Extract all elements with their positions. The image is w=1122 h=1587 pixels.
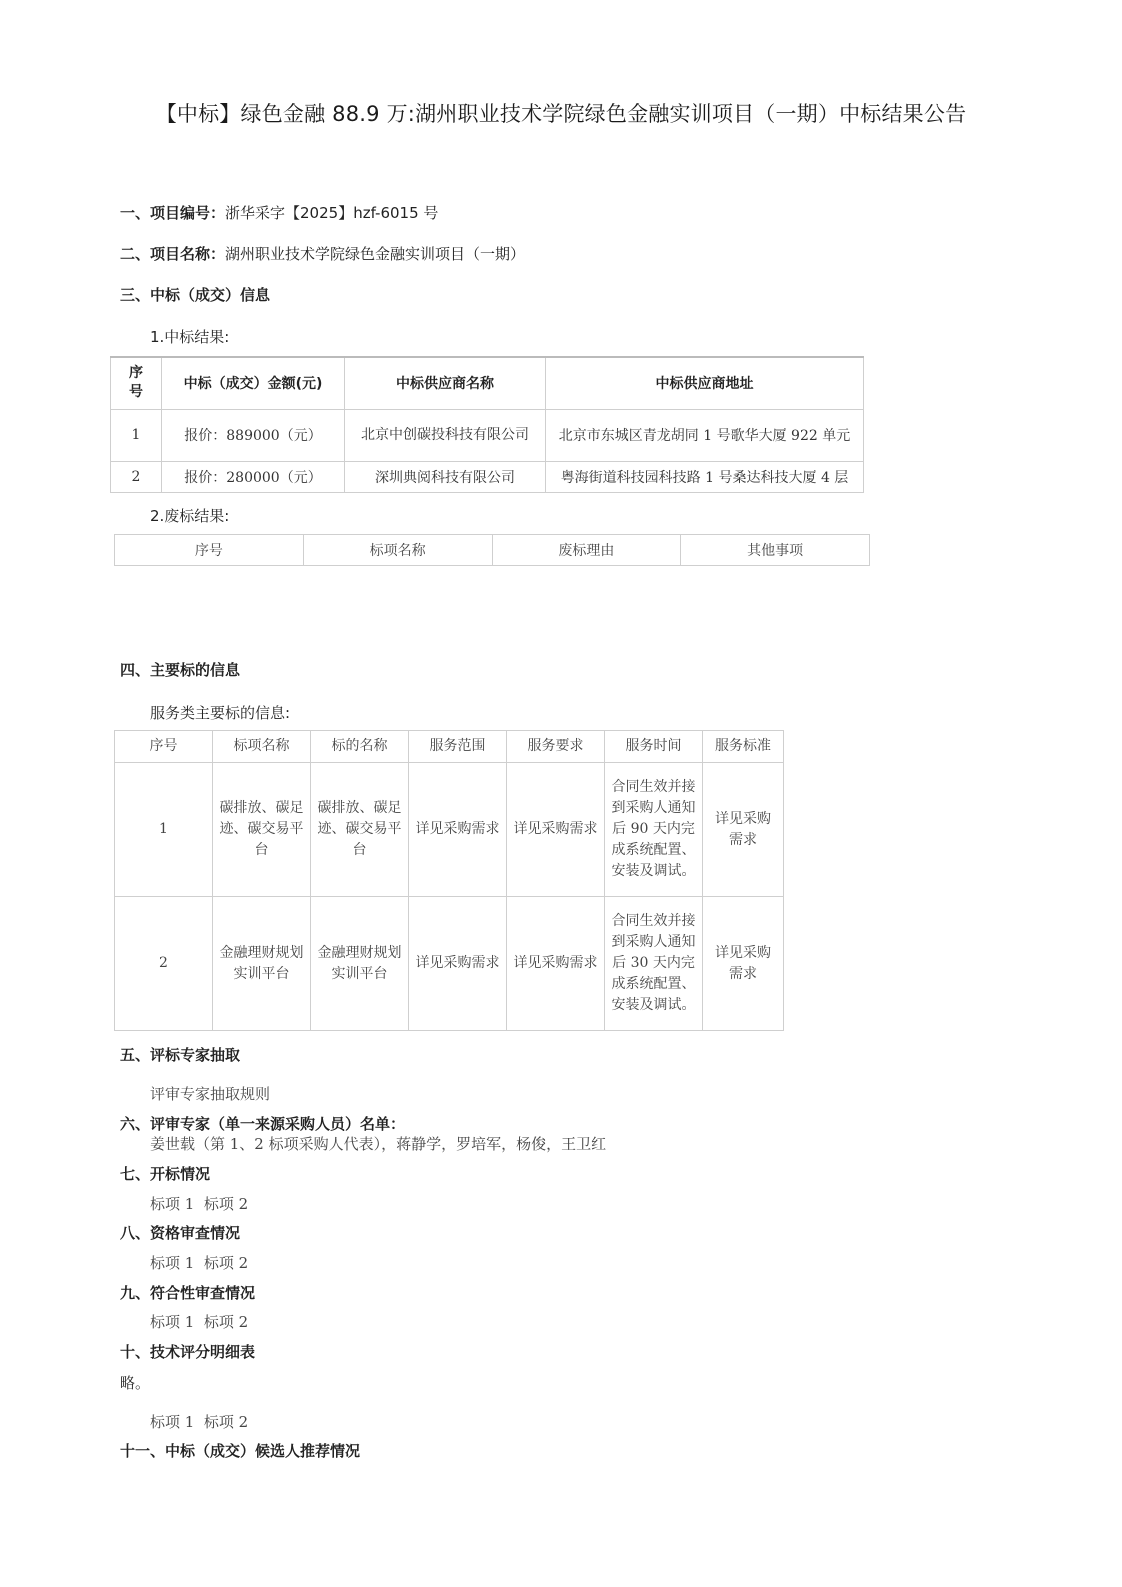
technical-scores-items: 标项 1 标项 2 [150, 1413, 249, 1431]
header-cell: 废标理由 [492, 535, 681, 566]
cell-item-name: 碳排放、碳足迹、碳交易平台 [213, 763, 311, 897]
section-candidate-recommendation: 十一、中标（成交）候选人推荐情况 [120, 1442, 361, 1460]
compliance-review-items: 标项 1 标项 2 [150, 1313, 249, 1331]
cell-index: 1 [111, 409, 162, 461]
project-number-value: 浙华采字【2025】hzf-6015 号 [225, 204, 439, 222]
cell-amount: 报价：889000（元） [162, 409, 345, 461]
header-cell: 服务范围 [409, 731, 507, 763]
cell-service-standard: 详见采购需求 [703, 897, 784, 1031]
cell-index: 1 [115, 763, 213, 897]
cell-service-requirement: 详见采购需求 [507, 897, 605, 1031]
header-cell: 服务要求 [507, 731, 605, 763]
project-number-label: 一、项目编号： [120, 204, 226, 222]
award-table [110, 356, 864, 493]
section-qualification-review: 八、资格审查情况 [120, 1224, 241, 1242]
header-cell: 序号 [115, 731, 213, 763]
cell-address: 粤海街道科技园科技路 1 号桑达科技大厦 4 层 [546, 461, 864, 492]
header-cell: 中标供应商名称 [345, 357, 546, 409]
header-cell: 其他事项 [681, 535, 870, 566]
project-name [120, 243, 525, 264]
header-cell: 服务时间 [605, 731, 703, 763]
table-row [111, 409, 864, 461]
header-cell: 服务标准 [703, 731, 784, 763]
qualification-review-items: 标项 1 标项 2 [150, 1254, 249, 1272]
cell-supplier: 深圳典阅科技有限公司 [345, 461, 546, 492]
section-main-subject: 四、主要标的信息 [120, 661, 241, 679]
table-row [115, 763, 784, 897]
table-row [115, 897, 784, 1031]
technical-scores-note: 略。 [120, 1374, 151, 1392]
cell-address: 北京市东城区青龙胡同 1 号歌华大厦 922 单元 [546, 409, 864, 461]
expert-list: 姜世载（第 1、2 标项采购人代表），蒋静学，罗培军，杨俊，王卫红 [150, 1135, 607, 1153]
cell-service-standard: 详见采购需求 [703, 763, 784, 897]
table-row [111, 461, 864, 492]
cell-service-scope: 详见采购需求 [409, 897, 507, 1031]
cell-supplier: 北京中创碳投科技有限公司 [345, 409, 546, 461]
section-technical-scores: 十、技术评分明细表 [120, 1343, 256, 1361]
cell-service-time: 合同生效并接到采购人通知后 90 天内完成系统配置、安装及调试。 [605, 763, 703, 897]
header-cell: 序 号 [111, 357, 162, 409]
bid-opening-items: 标项 1 标项 2 [150, 1195, 249, 1213]
cell-subject-name: 金融理财规划实训平台 [311, 897, 409, 1031]
header-cell: 中标供应商地址 [546, 357, 864, 409]
cell-service-scope: 详见采购需求 [409, 763, 507, 897]
expert-selection-rules: 评审专家抽取规则 [150, 1085, 271, 1103]
header-cell: 标项名称 [303, 535, 492, 566]
award-result-heading: 1.中标结果: [150, 328, 230, 346]
header-cell: 标的名称 [311, 731, 409, 763]
project-name-value: 湖州职业技术学院绿色金融实训项目（一期） [225, 245, 526, 263]
header-cell: 中标（成交）金额(元) [162, 357, 345, 409]
section-expert-selection: 五、评标专家抽取 [120, 1046, 241, 1064]
cell-item-name: 金融理财规划实训平台 [213, 897, 311, 1031]
header-cell: 序号 [115, 535, 304, 566]
cell-index: 2 [115, 897, 213, 1031]
page-title: 【中标】绿色金融 88.9 万:湖州职业技术学院绿色金融实训项目（一期）中标结果公告 [155, 102, 967, 126]
service-table [114, 730, 784, 1031]
section-bid-opening: 七、开标情况 [120, 1165, 211, 1183]
service-table-header [115, 731, 784, 763]
cell-service-requirement: 详见采购需求 [507, 763, 605, 897]
project-number [120, 202, 438, 223]
cell-service-time: 合同生效并接到采购人通知后 30 天内完成系统配置、安装及调试。 [605, 897, 703, 1031]
section-compliance-review: 九、符合性审查情况 [120, 1284, 256, 1302]
failed-table-header [115, 535, 870, 566]
header-cell: 标项名称 [213, 731, 311, 763]
award-table-header [111, 357, 864, 409]
service-subject-heading: 服务类主要标的信息: [150, 704, 291, 722]
cell-subject-name: 碳排放、碳足迹、碳交易平台 [311, 763, 409, 897]
project-name-label: 二、项目名称： [120, 245, 226, 263]
cell-amount: 报价：280000（元） [162, 461, 345, 492]
section-award-info: 三、中标（成交）信息 [120, 286, 271, 304]
failed-result-heading: 2.废标结果: [150, 507, 230, 525]
section-expert-list: 六、评审专家（单一来源采购人员）名单： [120, 1115, 406, 1133]
failed-table [114, 534, 870, 566]
cell-index: 2 [111, 461, 162, 492]
